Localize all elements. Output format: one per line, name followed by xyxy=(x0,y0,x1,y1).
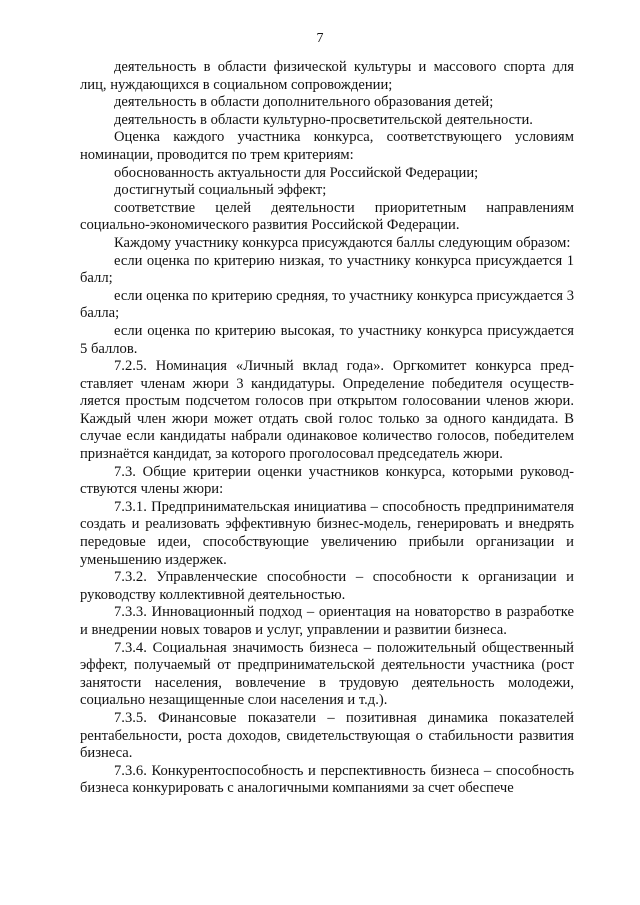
paragraph: обоснованность актуальности для Российской Федерации; xyxy=(114,164,479,181)
page-number: 7 xyxy=(316,31,324,46)
paragraph: если оценка по критерию средняя, то участнику конкурса присуждается 3 балла; xyxy=(80,287,574,322)
paragraph: деятельность в области дополнительного образования детей; xyxy=(114,94,494,111)
paragraph: Каждому участнику конкурса присуждаются баллы следующим образом: xyxy=(114,234,571,251)
document-body xyxy=(80,59,574,798)
paragraph: 7.2.5. Номинация «Личный вклад года». Оргкомитет конкурса представляет членам жюри 3 кандидатуры. Определение победителя осуществляется простым подсчетом голосов при открытом голосовании членов жюри. Каждый член жюри может отдать свой голос только за одного кандидата. В случае если кандидаты набрали одинаковое количество голосов, победителем признаётся кандидат, за которого проголосовал председатель жюри. xyxy=(80,358,574,463)
paragraph: 7.3.1. Предпринимательская инициатива – способность предпринимателя создать и реализовать эффективную бизнес-модель, генерировать и внедрять передовые идеи, способствующие увеличению прибыли организации и уменьшению издержек. xyxy=(80,498,574,568)
paragraph: 7.3.4. Социальная значимость бизнеса – положительный общественный эффект, получаемый от предпринимательской деятельности участника (рост занятости населения, вовлечение в трудовую деятельность молодежи, социально незащищенные слои населения и т.д.). xyxy=(80,639,574,709)
paragraph: если оценка по критерию низкая, то участнику конкурса присуждается 1 балл; xyxy=(80,252,574,287)
paragraph: если оценка по критерию высокая, то участнику конкурса присуждается 5 баллов. xyxy=(80,322,574,357)
paragraph: 7.3.2. Управленческие способности – способности к организации и руководству коллективной деятельностью. xyxy=(80,569,574,603)
paragraph: 7.3. Общие критерии оценки участников конкурса, которыми руководствуются члены жюри: xyxy=(80,463,574,498)
paragraph: 7.3.5. Финансовые показатели – позитивная динамика показателей рентабельности, роста доходов, свидетельствующая о стабильности развития бизнеса. xyxy=(80,709,574,762)
paragraph: деятельность в области культурно-просветительской деятельности. xyxy=(114,111,533,128)
paragraph: 7.3.6. Конкурентоспособность и перспективность бизнеса – способность бизнеса конкурировать с аналогичными компаниями за счет обеспече xyxy=(80,762,574,797)
paragraph: 7.3.3. Инновационный подход – ориентация на новаторство в разработке и внедрении новых товаров и услуг, управлении и развитии бизнеса. xyxy=(80,604,574,638)
paragraph: соответствие целей деятельности приоритетным направлениям социально-экономического развития Российской Федерации. xyxy=(80,199,574,234)
paragraph: Оценка каждого участника конкурса, соответствующего условиям номинации, проводится по трем критериям: xyxy=(80,129,574,163)
paragraph: деятельность в области физической культуры и массового спорта для лиц, нуждающихся в социальном сопровождении; xyxy=(80,59,574,93)
paragraph: достигнутый социальный эффект; xyxy=(114,182,327,199)
